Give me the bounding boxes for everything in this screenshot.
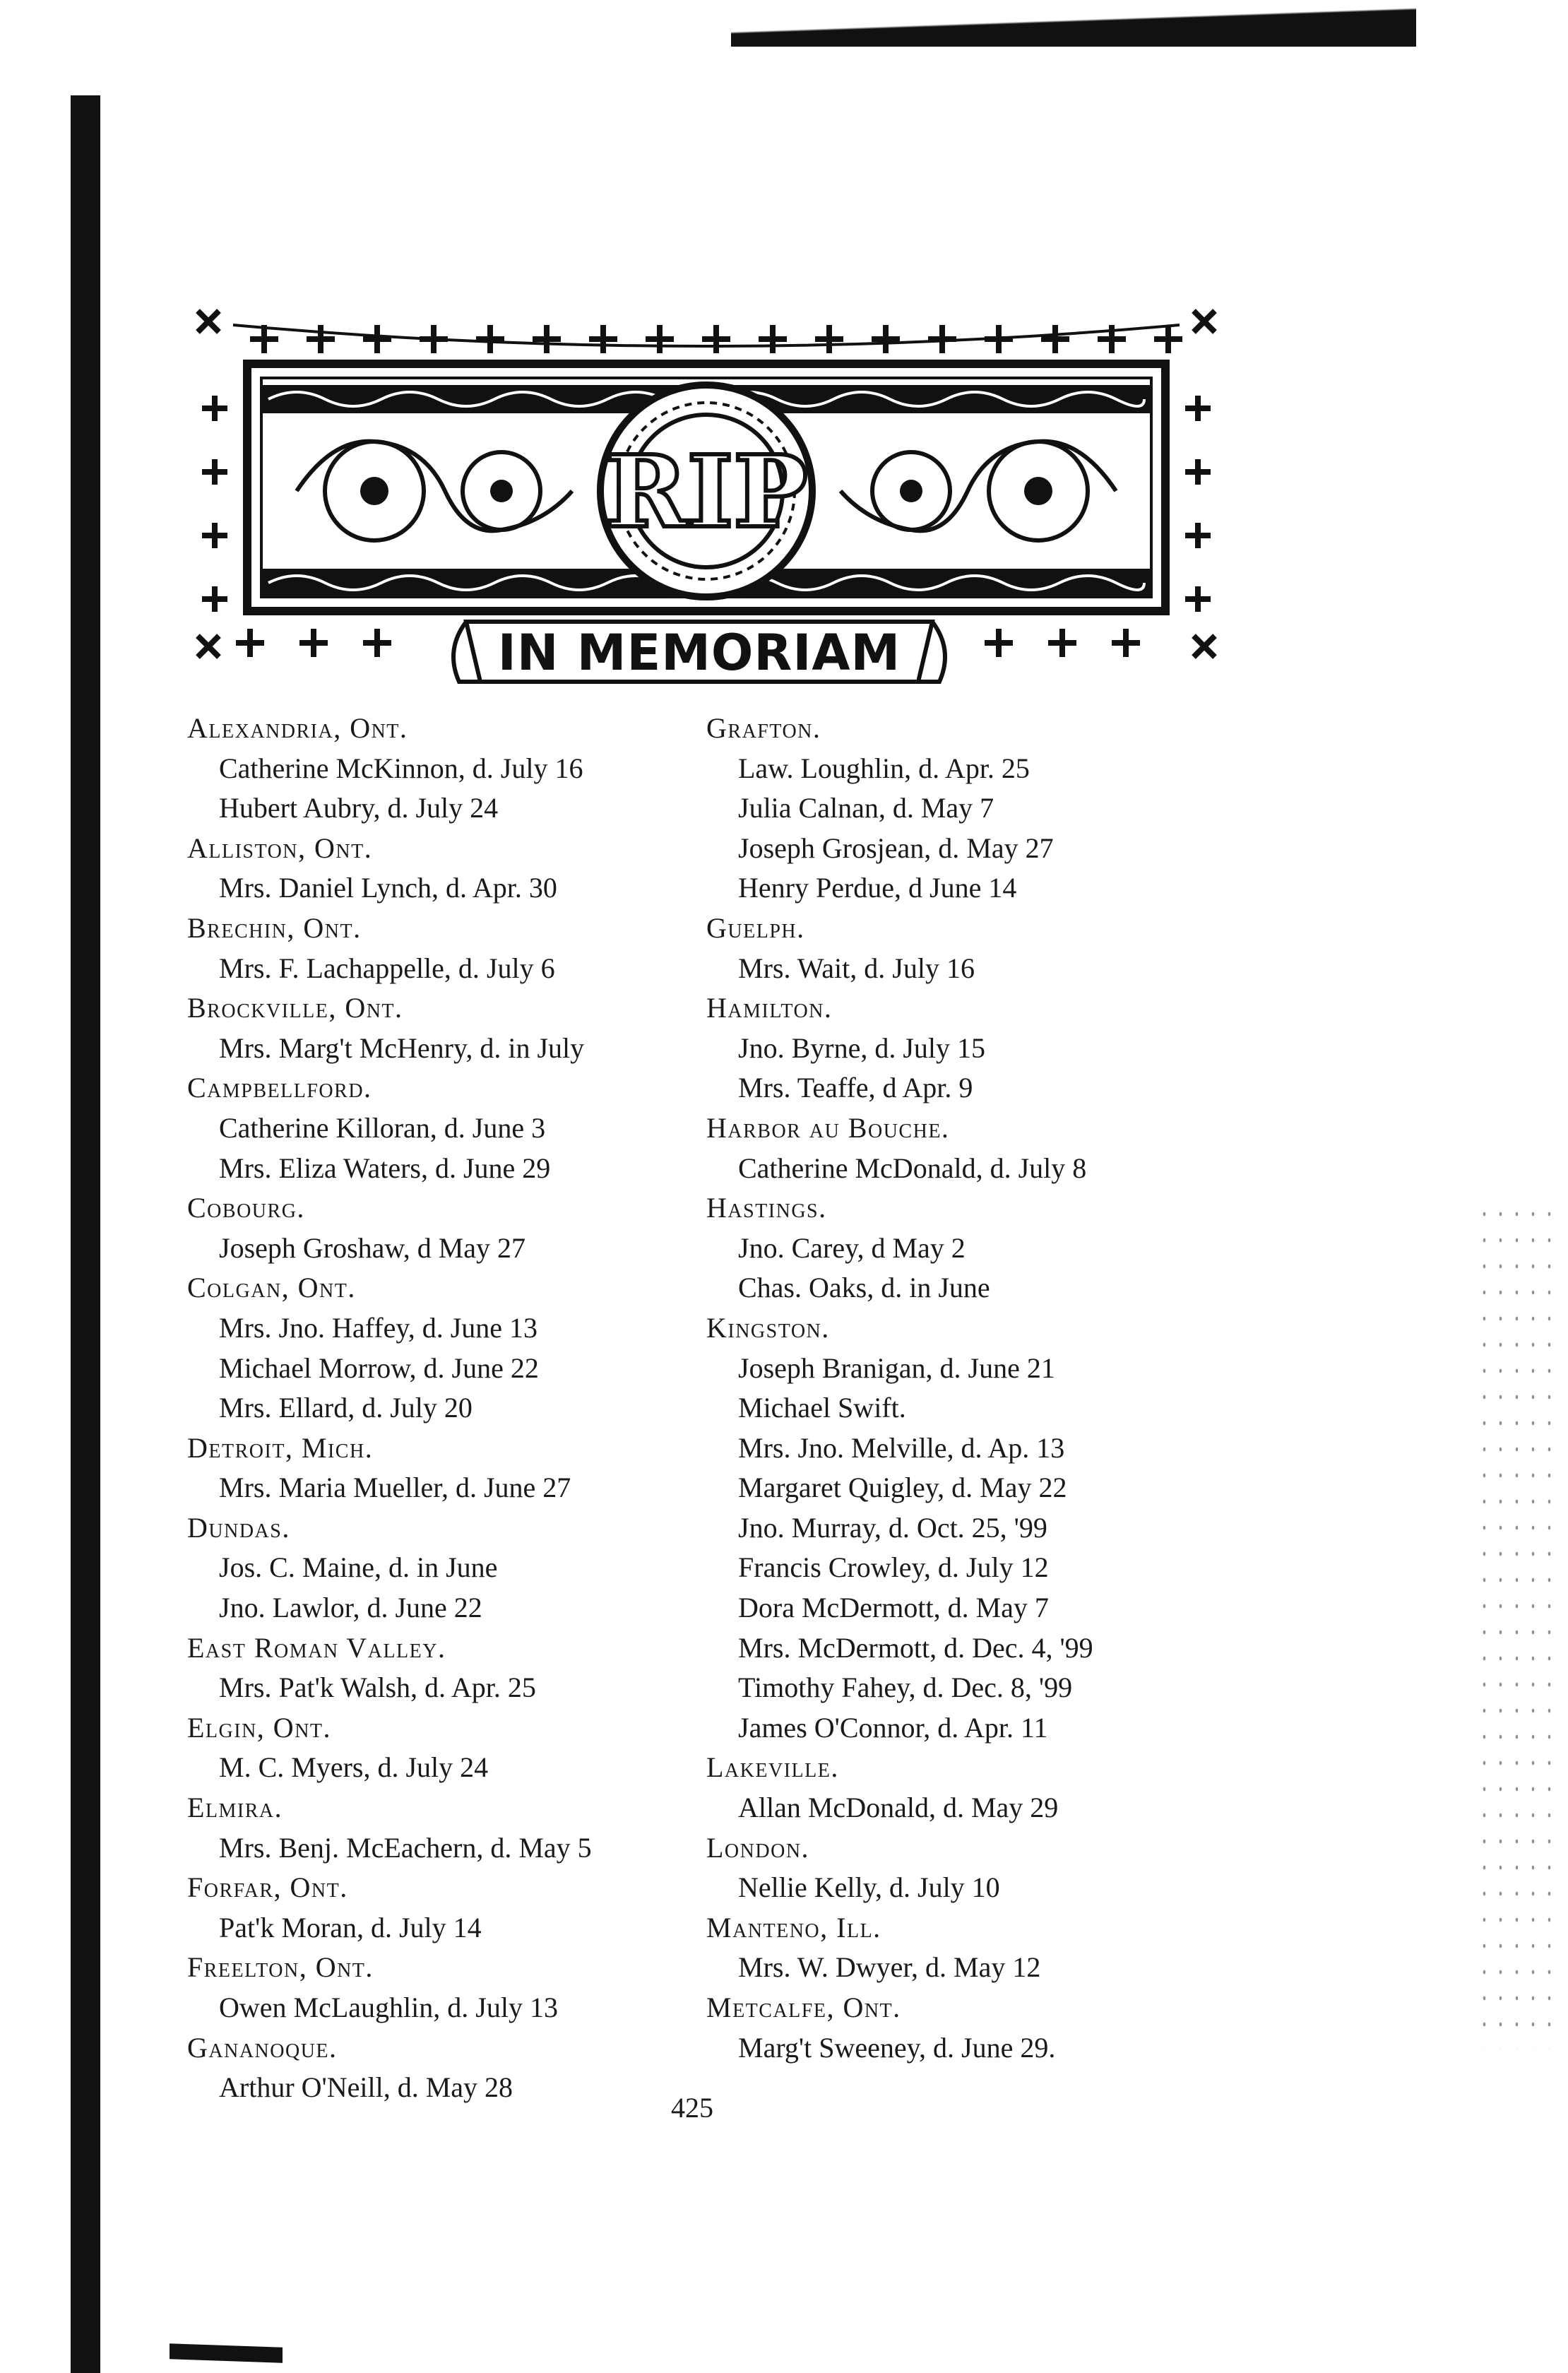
obituary-entry: Owen McLaughlin, d. July 13 — [219, 1992, 558, 2023]
obituary-entry: Hubert Aubry, d. July 24 — [219, 792, 499, 824]
ornamental-banner — [191, 297, 1222, 692]
place-heading: Grafton. — [706, 712, 821, 744]
place-heading: Elgin, Ont. — [187, 1711, 332, 1744]
place-heading: Dundas. — [187, 1511, 290, 1544]
banner-title: IN MEMORIAM — [497, 624, 901, 682]
obituary-entry: Dora McDermott, d. May 7 — [738, 1592, 1049, 1624]
place-heading: Detroit, Mich. — [187, 1431, 374, 1464]
obituary-entry: Chas. Oaks, d. in June — [738, 1272, 990, 1304]
obituary-entry: Catherine McKinnon, d. July 16 — [219, 752, 583, 784]
obituary-entry: Mrs. Eliza Waters, d. June 29 — [219, 1152, 551, 1184]
obituary-entry: Mrs. F. Lachappelle, d. July 6 — [219, 952, 555, 984]
in-memoriam-header — [191, 297, 1222, 692]
obituary-entry: M. C. Myers, d. July 24 — [219, 1751, 489, 1784]
place-heading: Cobourg. — [187, 1192, 305, 1224]
obituary-entry: Pat'k Moran, d. July 14 — [219, 1911, 482, 1943]
place-heading: London. — [706, 1831, 810, 1864]
place-heading: Hastings. — [706, 1192, 827, 1224]
place-heading: Brechin, Ont. — [187, 911, 362, 944]
obituary-entry: Joseph Grosjean, d. May 27 — [738, 832, 1054, 864]
obituary-entry: Catherine Killoran, d. June 3 — [219, 1111, 546, 1144]
scan-bottom-mark — [170, 2343, 283, 2363]
obituary-entry: Francis Crowley, d. July 12 — [738, 1551, 1049, 1584]
obituary-entry: Joseph Branigan, d. June 21 — [738, 1351, 1055, 1384]
scan-noise — [1476, 1201, 1554, 2049]
place-heading: Gananoque. — [187, 2031, 338, 2064]
scan-top-edge — [731, 0, 1416, 47]
obituary-entry: Nellie Kelly, d. July 10 — [738, 1871, 1000, 1904]
cross-border-top — [198, 311, 1215, 332]
obituary-entry: Mrs. Teaffe, d Apr. 9 — [738, 1072, 973, 1104]
obituary-entry: Jno. Murray, d. Oct. 25, '99 — [738, 1511, 1047, 1544]
obituary-entry: Mrs. Daniel Lynch, d. Apr. 30 — [219, 872, 557, 904]
place-heading: Manteno, Ill. — [706, 1911, 881, 1943]
obituary-entry: Mrs. Jno. Melville, d. Ap. 13 — [738, 1431, 1065, 1464]
obituary-entry: Mrs. Marg't McHenry, d. in July — [219, 1031, 585, 1064]
place-heading: Brockville, Ont. — [187, 992, 403, 1024]
obituary-entry: Marg't Sweeney, d. June 29. — [738, 2031, 1056, 2064]
obituary-entry: Arthur O'Neill, d. May 28 — [219, 2071, 513, 2104]
page-number: 425 — [671, 2092, 713, 2124]
obituary-entry: Margaret Quigley, d. May 22 — [738, 1472, 1067, 1504]
obituary-entry: Michael Swift. — [738, 1392, 906, 1424]
obituary-entry: Mrs. Jno. Haffey, d. June 13 — [219, 1311, 538, 1344]
place-heading: Alliston, Ont. — [187, 832, 373, 864]
place-heading: Kingston. — [706, 1311, 830, 1344]
obituary-entry: Allan McDonald, d. May 29 — [738, 1792, 1059, 1824]
place-heading: Colgan, Ont. — [187, 1272, 356, 1304]
obituary-entry: James O'Connor, d. Apr. 11 — [738, 1711, 1048, 1744]
place-heading: Alexandria, Ont. — [187, 712, 408, 744]
place-heading: Elmira. — [187, 1792, 283, 1824]
place-heading: Campbellford. — [187, 1072, 372, 1104]
place-heading: Forfar, Ont. — [187, 1871, 348, 1904]
place-heading: Harbor au Bouche. — [706, 1111, 950, 1144]
place-heading: East Roman Valley. — [187, 1631, 446, 1664]
obituary-entry: Law. Loughlin, d. Apr. 25 — [738, 752, 1030, 784]
obituary-entry: Catherine McDonald, d. July 8 — [738, 1152, 1087, 1184]
obituary-entry: Joseph Groshaw, d May 27 — [219, 1231, 526, 1264]
obituary-entry: Michael Morrow, d. June 22 — [219, 1351, 539, 1384]
obituary-entry: Mrs. Ellard, d. July 20 — [219, 1392, 473, 1424]
place-heading: Hamilton. — [706, 992, 833, 1024]
place-heading: Metcalfe, Ont. — [706, 1992, 901, 2023]
obituary-entry: Mrs. McDermott, d. Dec. 4, '99 — [738, 1631, 1093, 1664]
obituary-entry: Jno. Lawlor, d. June 22 — [219, 1592, 482, 1624]
obituary-entry: Jos. C. Maine, d. in June — [219, 1551, 498, 1584]
obituary-entry: Julia Calnan, d. May 7 — [738, 792, 994, 824]
scan-left-edge — [71, 95, 100, 2373]
right-column — [706, 709, 1243, 2068]
place-heading: Guelph. — [706, 911, 805, 944]
obituary-entry: Mrs. Maria Mueller, d. June 27 — [219, 1472, 571, 1504]
obituary-entry: Mrs. W. Dwyer, d. May 12 — [738, 1951, 1041, 1984]
obituary-entry: Jno. Carey, d May 2 — [738, 1231, 966, 1264]
obituary-entry: Mrs. Wait, d. July 16 — [738, 952, 975, 984]
obituary-entry: Henry Perdue, d June 14 — [738, 872, 1017, 904]
obituary-entry: Timothy Fahey, d. Dec. 8, '99 — [738, 1671, 1073, 1704]
rip-monogram: RIP — [605, 434, 808, 550]
obituary-entry: Mrs. Benj. McEachern, d. May 5 — [219, 1831, 592, 1864]
place-heading: Lakeville. — [706, 1751, 839, 1784]
place-heading: Freelton, Ont. — [187, 1951, 374, 1984]
obituary-entry: Mrs. Pat'k Walsh, d. Apr. 25 — [219, 1671, 536, 1704]
left-column — [187, 709, 724, 2108]
obituary-entry: Jno. Byrne, d. July 15 — [738, 1031, 985, 1064]
